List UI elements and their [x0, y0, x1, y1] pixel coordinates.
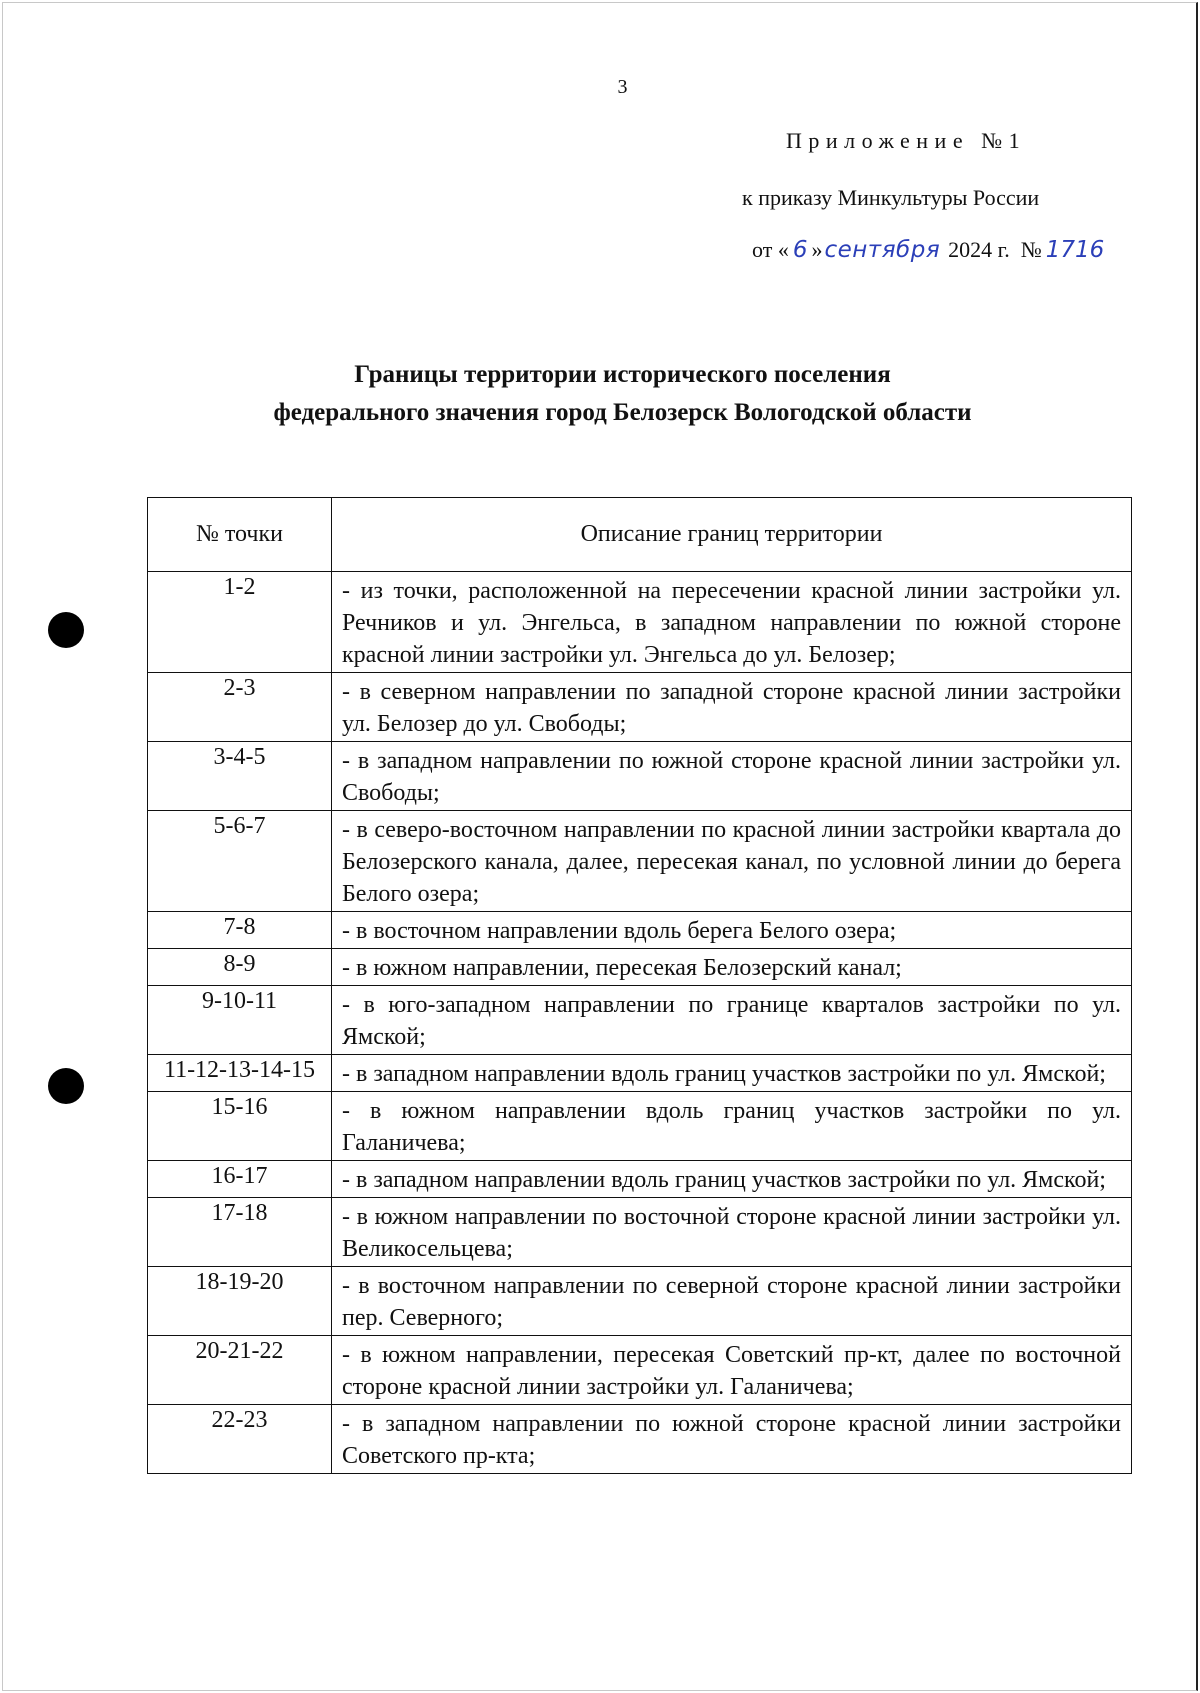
point-range-cell: 2-3 [148, 673, 332, 742]
table-row [148, 1161, 1132, 1198]
point-range-cell: 1-2 [148, 572, 332, 673]
point-range-cell: 3-4-5 [148, 742, 332, 811]
table-row [148, 572, 1132, 673]
table-row [148, 912, 1132, 949]
boundary-description-cell: - в северном направлении по западной стороне красной линии застройки ул. Белозер до ул. Свободы; [332, 673, 1132, 742]
boundary-description-cell: - в западном направлении по южной стороне красной линии застройки Советского пр-кта; [332, 1405, 1132, 1474]
title-line-1: Границы территории исторического поселения [354, 361, 891, 388]
boundary-description-cell: - в западном направлении по южной стороне красной линии застройки ул. Свободы; [332, 742, 1132, 811]
boundary-table [147, 497, 1132, 1474]
table-header-row [148, 498, 1132, 572]
boundary-description-cell: - в западном направлении вдоль границ участков застройки по ул. Ямской; [332, 1055, 1132, 1092]
handwritten-month: сентября [824, 237, 941, 263]
order-reference: к приказу Минкультуры России [742, 185, 1040, 210]
appendix-heading: Приложение №1 [786, 128, 1027, 153]
point-range-cell: 7-8 [148, 912, 332, 949]
table-row [148, 742, 1132, 811]
boundary-description-cell: - в южном направлении по восточной стороне красной линии застройки ул. Великосельцева; [332, 1198, 1132, 1267]
handwritten-day: 6 [792, 237, 808, 263]
header-point-number: № точки [148, 498, 332, 572]
point-range-cell: 20-21-22 [148, 1336, 332, 1405]
boundary-description-cell: - в западном направлении вдоль границ участков застройки по ул. Ямской; [332, 1161, 1132, 1198]
table-row [148, 1055, 1132, 1092]
table-row [148, 986, 1132, 1055]
table-row [148, 673, 1132, 742]
boundary-description-cell: - из точки, расположенной на пересечении красной линии застройки ул. Речников и ул. Энгельса, в западном направлении по южной стороне красной линии застройки ул. Энгельса до ул. Белозер; [332, 572, 1132, 673]
table-row [148, 1405, 1132, 1474]
table-row [148, 1267, 1132, 1336]
boundary-description-cell: - в юго-западном направлении по границе кварталов застройки по ул. Ямской; [332, 986, 1132, 1055]
header-description: Описание границ территории [332, 498, 1132, 572]
punch-hole-top [48, 612, 84, 648]
order-date-year: 2024 г. [948, 237, 1010, 262]
point-range-cell: 5-6-7 [148, 811, 332, 912]
point-range-cell: 22-23 [148, 1405, 332, 1474]
boundary-description-cell: - в восточном направлении по северной стороне красной линии застройки пер. Северного; [332, 1267, 1132, 1336]
order-number-label: № [1020, 237, 1042, 262]
punch-hole-bottom [48, 1068, 84, 1104]
table-row [148, 1198, 1132, 1267]
boundary-description-cell: - в южном направлении, пересекая Белозерский канал; [332, 949, 1132, 986]
point-range-cell: 17-18 [148, 1198, 332, 1267]
point-range-cell: 16-17 [148, 1161, 332, 1198]
table-row [148, 1336, 1132, 1405]
boundary-description-cell: - в северо-восточном направлении по красной линии застройки квартала до Белозерского канала, далее, пересекая канал, по условной линии до берега Белого озера; [332, 811, 1132, 912]
table-body [148, 572, 1132, 1474]
point-range-cell: 11-12-13-14-15 [148, 1055, 332, 1092]
table-row [148, 1092, 1132, 1161]
point-range-cell: 8-9 [148, 949, 332, 986]
boundary-description-cell: - в восточном направлении вдоль берега Белого озера; [332, 912, 1132, 949]
title-line-2: федерального значения город Белозерск Вологодской области [273, 399, 972, 426]
table-row [148, 949, 1132, 986]
page-number: 3 [617, 76, 628, 98]
order-date-line [752, 237, 1104, 263]
boundary-description-cell: - в южном направлении вдоль границ участков застройки по ул. Галаничева; [332, 1092, 1132, 1161]
boundary-description-cell: - в южном направлении, пересекая Советский пр-кт, далее по восточной стороне красной линии застройки ул. Галаничева; [332, 1336, 1132, 1405]
point-range-cell: 9-10-11 [148, 986, 332, 1055]
order-date-mid: » [811, 237, 823, 262]
order-date-prefix: от « [752, 237, 789, 262]
handwritten-order-number: 1716 [1045, 237, 1105, 263]
point-range-cell: 18-19-20 [148, 1267, 332, 1336]
table-row [148, 811, 1132, 912]
document-title [0, 356, 1200, 432]
point-range-cell: 15-16 [148, 1092, 332, 1161]
